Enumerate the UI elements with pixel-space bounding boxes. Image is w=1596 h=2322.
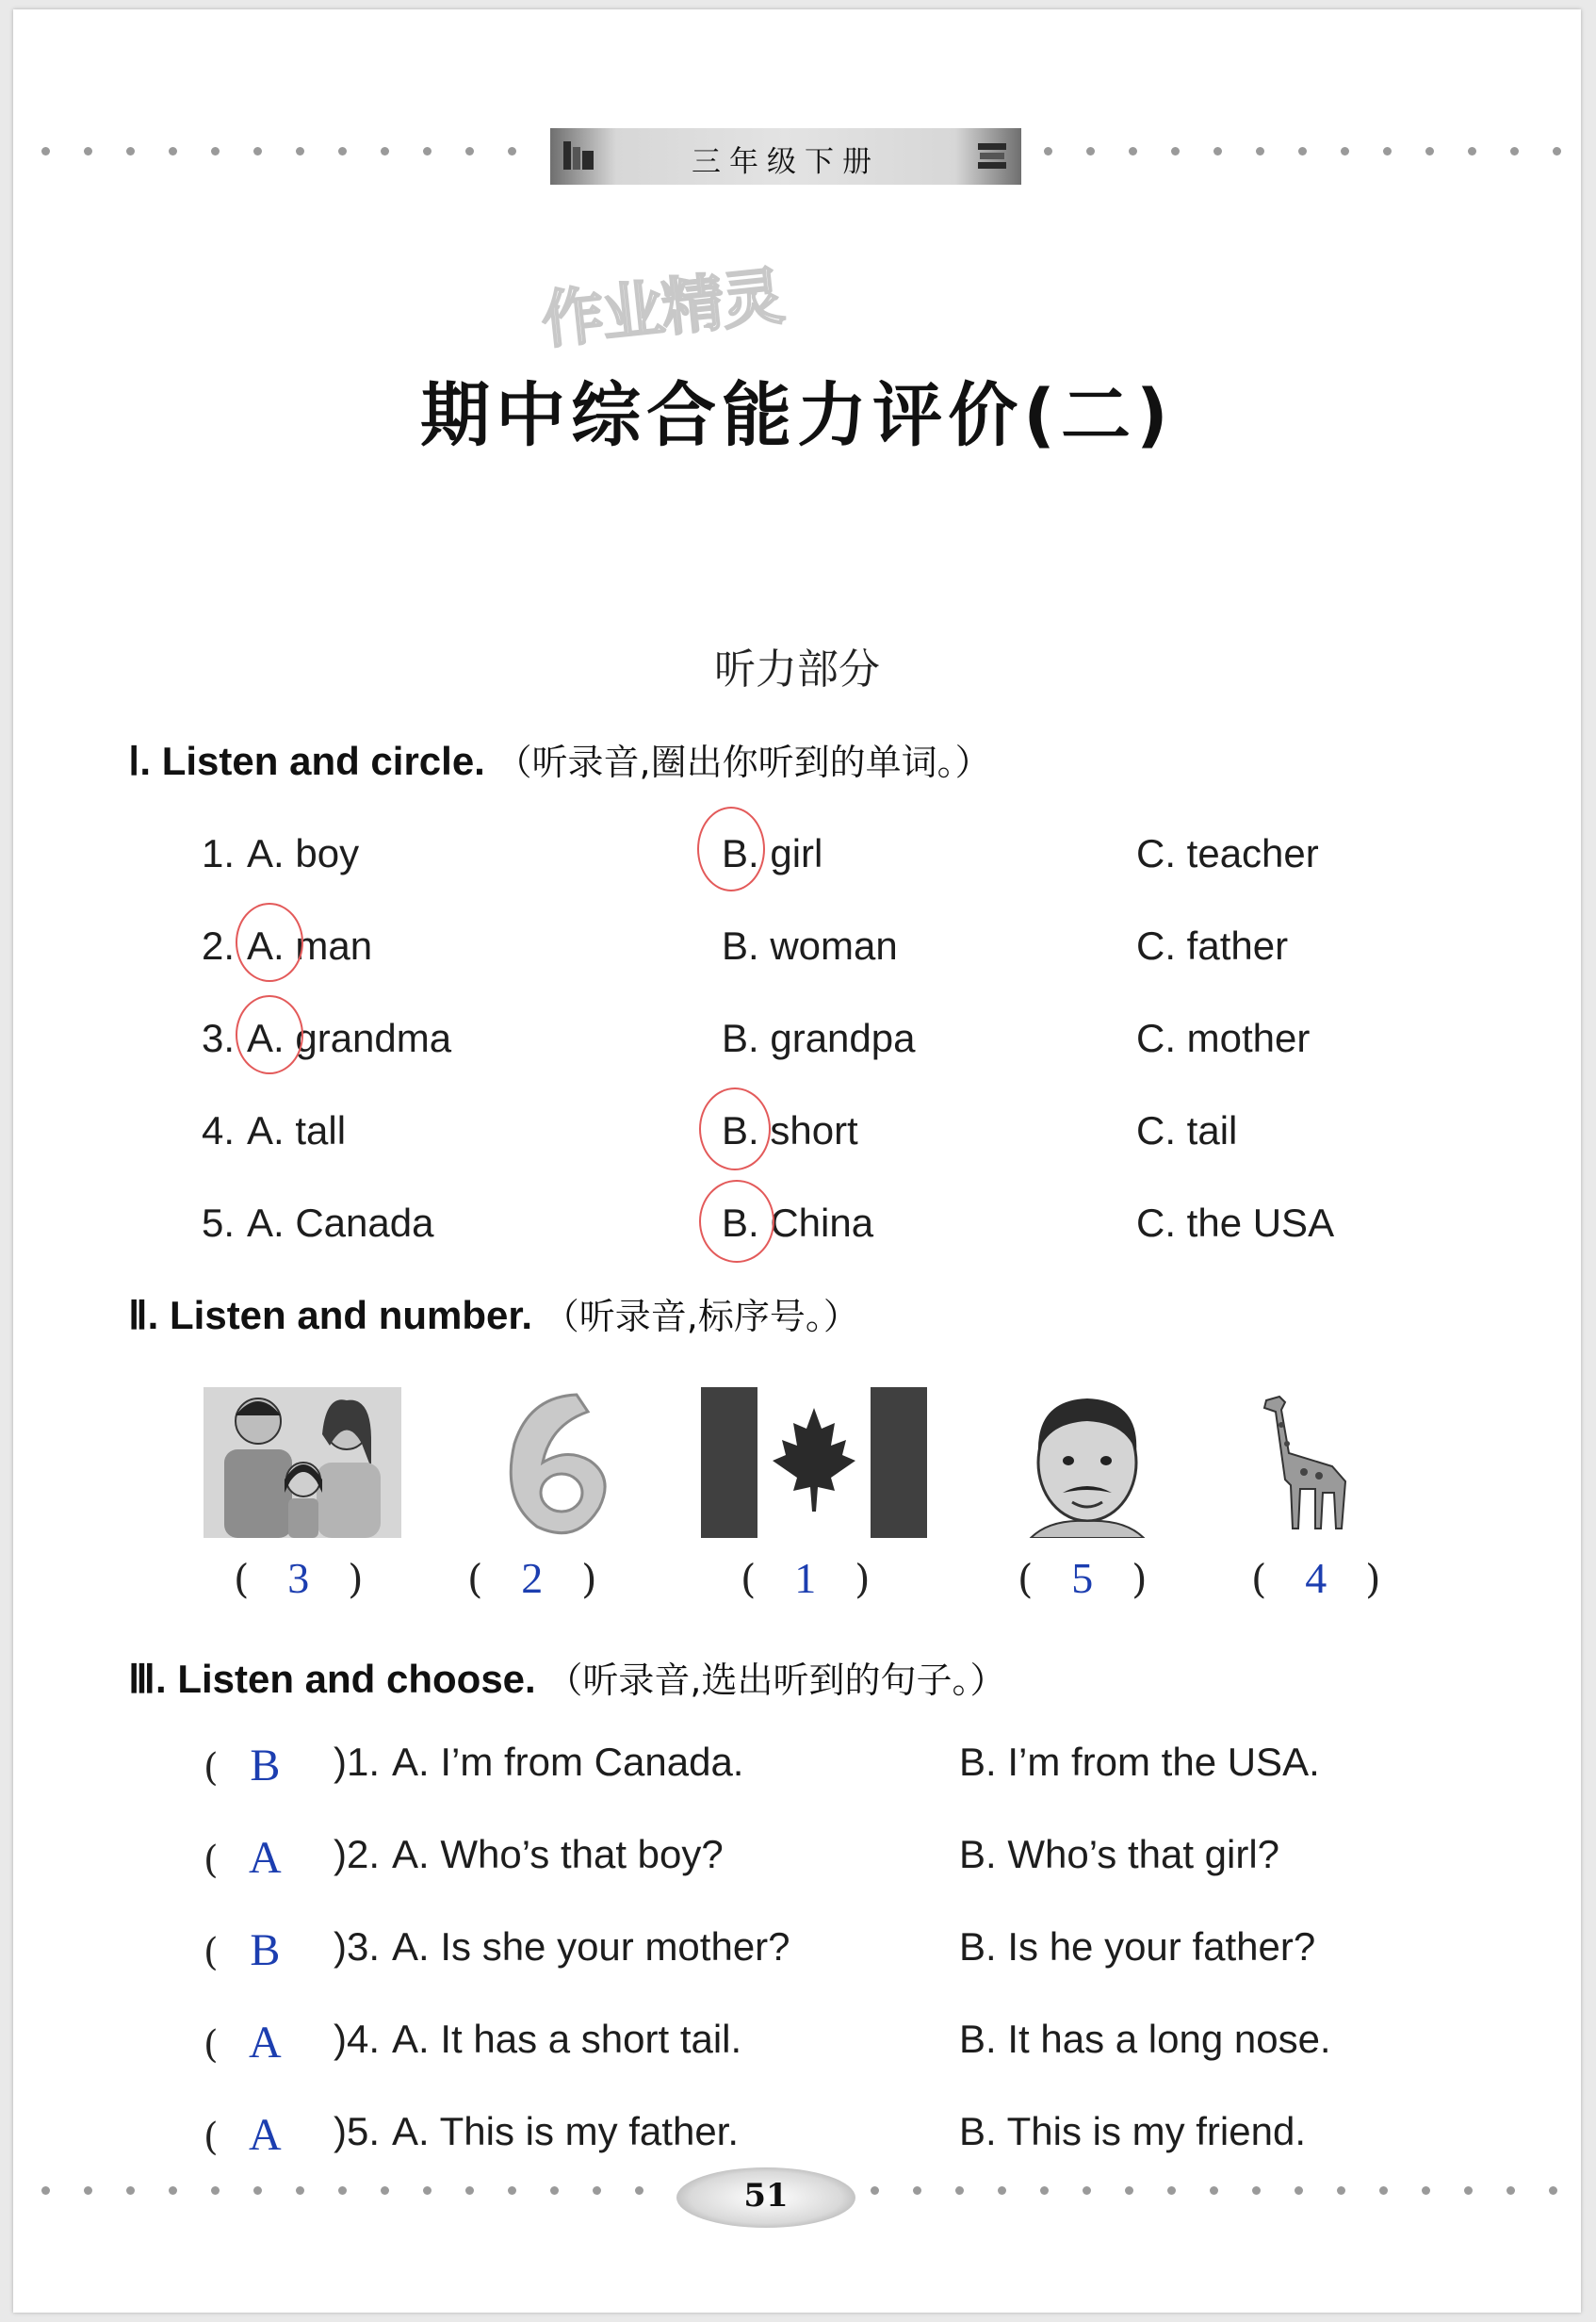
question5-answer: A: [248, 2110, 282, 2160]
question3-answer-box: ( B: [204, 1924, 300, 1976]
section2-title: Listen and number.: [170, 1293, 533, 1337]
row4-number: 4.: [202, 1108, 236, 1153]
rule-dot: [1506, 2186, 1515, 2195]
question5-number: )5.: [334, 2109, 381, 2153]
question2-number: )2.: [334, 1832, 381, 1876]
rule-dot: [1422, 2186, 1430, 2195]
answer-value: 4: [1305, 1554, 1327, 1602]
section1-heading: [128, 733, 991, 785]
row5-option-c: C. the USA: [1136, 1201, 1335, 1245]
man-with-mustache-icon: [1012, 1387, 1163, 1538]
rule-dot: [871, 2186, 879, 2195]
question2-answer: A: [248, 1833, 282, 1883]
question4-option-b: B. It has a long nose.: [959, 2017, 1331, 2061]
question4-number: )4.: [334, 2017, 381, 2061]
answer-value: 1: [794, 1554, 817, 1602]
page-title: 期中综合能力评价(二): [420, 375, 1174, 456]
rule-dot: [1425, 147, 1434, 155]
question3-option-a: A. Is she your mother?: [392, 1924, 790, 1969]
section1-instruction: （听录音,圈出你听到的单词。）: [496, 742, 991, 783]
rule-dot: [126, 2186, 135, 2195]
bottom-dotted-rule-left: [41, 2186, 663, 2198]
rule-dot: [1337, 2186, 1345, 2195]
rule-dot: [1167, 2186, 1176, 2195]
bottom-dotted-rule-right: [871, 2186, 1568, 2198]
rule-dot: [550, 2186, 559, 2195]
books-icon-right: [974, 138, 1010, 173]
number-six-icon: [482, 1387, 624, 1538]
question1-number: )1.: [334, 1740, 381, 1784]
rule-dot: [1464, 2186, 1473, 2195]
rule-dot: [423, 147, 432, 155]
rule-dot: [1256, 147, 1264, 155]
rule-dot: [338, 147, 347, 155]
answer-circle-row4-b: [699, 1087, 771, 1170]
question2-answer-box: ( A: [204, 1832, 300, 1884]
rule-dot: [1129, 147, 1137, 155]
section2-instruction: （听录音,标序号。）: [543, 1296, 859, 1337]
row1-option-b: B. girl: [722, 831, 823, 875]
workbook-page: [13, 9, 1581, 2313]
row3-option-c: C. mother: [1136, 1016, 1311, 1060]
question3-number: )3.: [334, 1924, 381, 1969]
row2-option-b: B. woman: [722, 924, 898, 968]
giraffe-icon: [1247, 1387, 1360, 1538]
rule-dot: [169, 2186, 177, 2195]
family-photo-icon: [204, 1387, 401, 1538]
number-answer-4: ( 5 ): [1018, 1554, 1148, 1602]
row2-number: 2.: [202, 924, 236, 968]
rule-dot: [381, 2186, 389, 2195]
rule-dot: [635, 2186, 643, 2195]
rule-dot: [84, 2186, 92, 2195]
rule-dot: [211, 2186, 220, 2195]
section2-heading: [128, 1287, 859, 1339]
rule-dot: [1210, 2186, 1218, 2195]
answer-circle-row5-b: [699, 1180, 774, 1263]
question4-option-a: A. It has a short tail.: [392, 2017, 742, 2061]
answer-circle-row2-a: [236, 903, 303, 982]
answer-value: 2: [521, 1554, 544, 1602]
section1-title: Listen and circle.: [161, 739, 485, 783]
rule-dot: [253, 147, 262, 155]
rule-dot: [338, 2186, 347, 2195]
row1-option-a: A. boy: [247, 831, 360, 875]
rule-dot: [1379, 2186, 1388, 2195]
question2-option-a: A. Who’s that boy?: [392, 1832, 724, 1876]
rule-dot: [296, 2186, 304, 2195]
grade-label: 三年级下册: [692, 145, 880, 179]
rule-dot: [1341, 147, 1349, 155]
question2-option-b: B. Who’s that girl?: [959, 1832, 1280, 1876]
rule-dot: [913, 2186, 921, 2195]
row5-number: 5.: [202, 1201, 236, 1245]
rule-dot: [1171, 147, 1180, 155]
section3-instruction: （听录音,选出听到的句子。）: [546, 1660, 1006, 1701]
watermark-logo: 作业精灵: [538, 259, 786, 358]
row3-number: 3.: [202, 1016, 236, 1060]
question3-option-b: B. Is he your father?: [959, 1924, 1316, 1969]
row1-option-c: C. teacher: [1136, 831, 1319, 875]
rule-dot: [296, 147, 304, 155]
answer-value: 3: [287, 1554, 310, 1602]
row4-option-a: A. tall: [247, 1108, 347, 1153]
section3-numeral: Ⅲ.: [128, 1657, 167, 1701]
row1-number: 1.: [202, 831, 236, 875]
rule-dot: [211, 147, 220, 155]
top-dotted-rule-left: [41, 147, 531, 158]
rule-dot: [955, 2186, 964, 2195]
answer-circle-row1-b: [697, 807, 765, 891]
answer-value: 5: [1071, 1554, 1094, 1602]
question1-option-a: A. I’m from Canada.: [392, 1740, 744, 1784]
rule-dot: [508, 147, 516, 155]
rule-dot: [381, 147, 389, 155]
rule-dot: [465, 147, 474, 155]
page-number-badge: [676, 2167, 855, 2228]
question5-option-a: A. This is my father.: [392, 2109, 740, 2153]
rule-dot: [1553, 147, 1561, 155]
row2-option-a: A. man: [247, 924, 373, 968]
question4-answer: A: [248, 2018, 282, 2068]
number-answer-2: ( 2 ): [467, 1554, 597, 1602]
rule-dot: [84, 147, 92, 155]
section3-heading: [128, 1651, 1005, 1703]
rule-dot: [1044, 147, 1052, 155]
rule-dot: [423, 2186, 432, 2195]
rule-dot: [508, 2186, 516, 2195]
question4-answer-box: ( A: [204, 2017, 300, 2069]
row4-option-c: C. tail: [1136, 1108, 1238, 1153]
header-band: [550, 128, 1021, 185]
rule-dot: [41, 147, 50, 155]
row3-option-a: A. grandma: [247, 1016, 452, 1060]
section2-numeral: Ⅱ.: [128, 1293, 159, 1337]
row4-option-b: B. short: [722, 1108, 858, 1153]
question5-option-b: B. This is my friend.: [959, 2109, 1306, 2153]
answer-circle-row3-a: [236, 995, 303, 1074]
rule-dot: [465, 2186, 474, 2195]
rule-dot: [1468, 147, 1476, 155]
rule-dot: [998, 2186, 1006, 2195]
rule-dot: [1086, 147, 1095, 155]
row2-option-c: C. father: [1136, 924, 1289, 968]
top-dotted-rule-right: [1044, 147, 1572, 158]
question3-answer: B: [250, 1925, 281, 1975]
listening-part-heading: 听力部分: [714, 646, 880, 694]
question1-answer: B: [250, 1741, 281, 1791]
number-answer-3: ( 1 ): [741, 1554, 871, 1602]
rule-dot: [593, 2186, 601, 2195]
rule-dot: [126, 147, 135, 155]
rule-dot: [1549, 2186, 1557, 2195]
rule-dot: [1298, 147, 1307, 155]
row5-option-b: B. China: [722, 1201, 874, 1245]
rule-dot: [1213, 147, 1222, 155]
section1-numeral: Ⅰ.: [128, 739, 152, 783]
rule-dot: [1383, 147, 1392, 155]
rule-dot: [1125, 2186, 1133, 2195]
row5-option-a: A. Canada: [247, 1201, 434, 1245]
rule-dot: [1295, 2186, 1303, 2195]
question1-option-b: B. I’m from the USA.: [959, 1740, 1320, 1784]
rule-dot: [41, 2186, 50, 2195]
rule-dot: [1510, 147, 1519, 155]
number-answer-1: ( 3 ): [234, 1554, 364, 1602]
rule-dot: [253, 2186, 262, 2195]
question5-answer-box: ( A: [204, 2109, 300, 2161]
rule-dot: [1040, 2186, 1049, 2195]
page-number: 51: [743, 2177, 789, 2215]
question1-answer-box: ( B: [204, 1740, 300, 1791]
rule-dot: [1252, 2186, 1261, 2195]
section3-title: Listen and choose.: [177, 1657, 536, 1701]
row3-option-b: B. grandpa: [722, 1016, 916, 1060]
rule-dot: [1083, 2186, 1091, 2195]
rule-dot: [169, 147, 177, 155]
number-answer-5: ( 4 ): [1251, 1554, 1381, 1602]
canada-flag-icon: [701, 1387, 927, 1538]
